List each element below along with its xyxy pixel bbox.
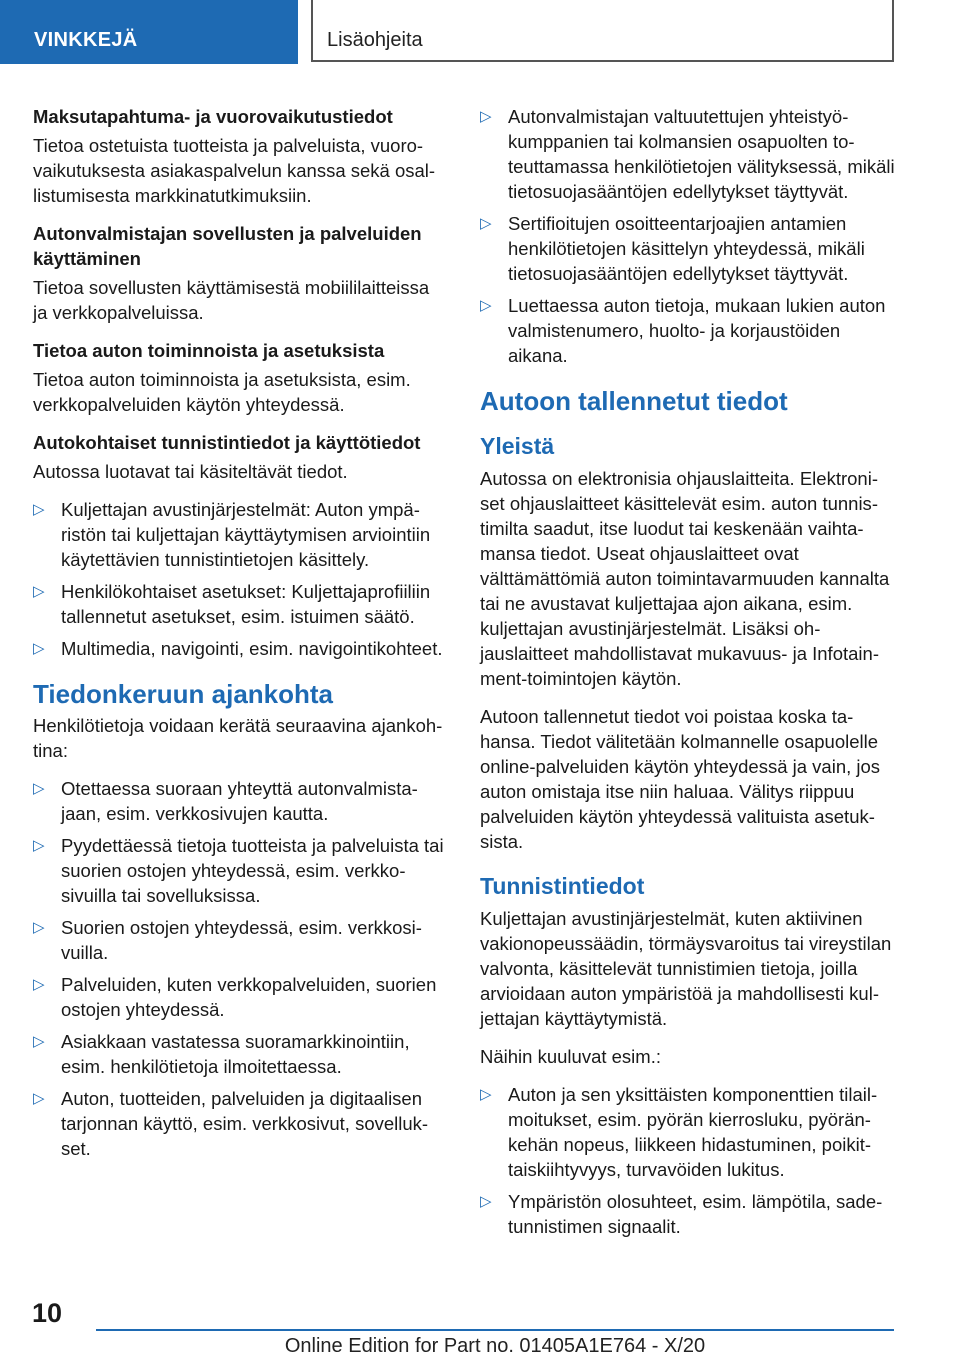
- list-item: ▷ Kuljettajan avustinjärjestelmät: Auton ympäristön tai kuljettajan käyttäytymisen arviointiin käytettävien tunnistintietojen käsittely.: [33, 499, 431, 570]
- para-sensor-1: Kuljettajan avustinjärjestelmät, kuten aktiivinen vakionopeussäädin, törmäysvaroitus tai vireystilan valvonta, käsittelevät tunnistimien tietoja, joilla arvioidaan auton ympäristöä ja mahdollisesti kuljettajan käyttäytymistä.: [480, 908, 892, 1029]
- para-functions: Tietoa auton toiminnoista ja asetuksista, esim. verkkopalveluiden käytön yhteydessä.: [33, 369, 411, 415]
- list-item: ▷ Henkilökohtaiset asetukset: Kuljettajaprofiiliin tallennetut asetukset, esim. istuimen säätö.: [33, 581, 431, 627]
- page-number: 10: [32, 1298, 63, 1328]
- heading-vehicle-data: Autokohtaiset tunnistintiedot ja käyttötiedot: [33, 432, 421, 453]
- list-item: ▷ Multimedia, navigointi, esim. navigointikohteet.: [33, 638, 443, 659]
- para-vehicle-data: Autossa luotavat tai käsiteltävät tiedot.: [33, 461, 348, 482]
- header-section-tab: [0, 0, 298, 64]
- left-column: [33, 104, 448, 1174]
- list-item: ▷ Ympäristön olosuhteet, esim. lämpötila, sadetunnistimen signaalit.: [480, 1191, 883, 1237]
- list-item: ▷ Pyydettäessä tietoja tuotteista ja palveluista tai suorien ostojen yhteydessä, esim. verkkosivuilla tai sovelluksissa.: [33, 835, 444, 906]
- triangle-right-icon: ▷: [480, 215, 492, 232]
- para-timing: Henkilötietoja voidaan kerätä seuraavina ajankohtina:: [33, 715, 443, 761]
- list-item: ▷ Auton, tuotteiden, palveluiden ja digitaalisen tarjonnan käyttö, esim. verkkosivut, sovellukset.: [33, 1088, 429, 1159]
- list-item: ▷ Asiakkaan vastatessa suoramarkkinointiin, esim. henkilötietoja ilmoitettaessa.: [33, 1031, 410, 1077]
- triangle-right-icon: ▷: [480, 1193, 492, 1210]
- list-item: ▷ Suorien ostojen yhteydessä, esim. verkkosivuilla.: [33, 917, 422, 963]
- sensor-list: [480, 1082, 896, 1239]
- triangle-right-icon: ▷: [480, 1086, 492, 1103]
- list-item: ▷ Sertifioitujen osoitteentarjoajien antamien henkilötietojen käsittelyn yhteydessä, mikäli tietosuojasääntöjen edellytykset täyttyvät.: [480, 213, 865, 284]
- heading-stored-data: Autoon tallennetut tiedot: [480, 386, 788, 416]
- triangle-right-icon: ▷: [33, 780, 45, 797]
- triangle-right-icon: ▷: [33, 1033, 45, 1050]
- header-subsection-label: Lisäohjeita: [327, 29, 423, 51]
- continued-list: [480, 104, 896, 368]
- vehicle-data-list: [33, 497, 448, 661]
- header-subsection-box: [311, 0, 894, 62]
- triangle-right-icon: ▷: [480, 108, 492, 125]
- triangle-right-icon: ▷: [33, 919, 45, 936]
- para-general-2: Autoon tallennetut tiedot voi poistaa koska tahansa. Tiedot välitetään kolmannelle osapuolelle online-palveluiden käytön yhteydessä ja vain, jos auton omistaja itse niin haluaa. Välitys riippuu palveluiden käytön yhteydessä valituista asetuksista.: [480, 706, 881, 852]
- list-item: ▷ Palveluiden, kuten verkkopalveluiden, suorien ostojen yhteydessä.: [33, 974, 437, 1020]
- right-column: [480, 104, 896, 1252]
- list-item: ▷ Luettaessa auton tietoja, mukaan lukien auton valmistenumero, huolto- ja korjaustöiden aikana.: [480, 295, 886, 366]
- para-apps: Tietoa sovellusten käyttämisestä mobiililaitteissa ja verkkopalveluissa.: [33, 277, 430, 323]
- list-item: ▷ Autonvalmistajan valtuutettujen yhteistyökumppanien tai kolmansien osapuolten toteuttamassa henkilötietojen välityksessä, mikäli tietosuojasääntöjen edellytykset täyttyvät.: [480, 106, 895, 202]
- para-sensor-2: Näihin kuuluvat esim.:: [480, 1046, 661, 1067]
- list-item: ▷ Otettaessa suoraan yhteyttä autonvalmistajaan, esim. verkkosivujen kautta.: [33, 778, 418, 824]
- heading-payment: Maksutapahtuma- ja vuorovaikutustiedot: [33, 106, 393, 127]
- heading-timing: Tiedonkeruun ajankohta: [33, 679, 334, 709]
- heading-functions: Tietoa auton toiminnoista ja asetuksista: [33, 340, 385, 361]
- timing-list: [33, 776, 448, 1161]
- para-payment: Tietoa ostetuista tuotteista ja palveluista, vuorovaikutuksesta asiakaspalvelun kanssa sekä osallistumisesta markkinatutkimuksiin.: [33, 135, 436, 206]
- triangle-right-icon: ▷: [33, 976, 45, 993]
- list-item: ▷ Auton ja sen yksittäisten komponenttien tilailmoitukset, esim. pyörän kierrosluku, pyöränkehän nopeus, liikkeen hidastuminen, poikittaiskiihtyvyys, turvavöiden lukitus.: [480, 1084, 878, 1180]
- header-section-label: VINKKEJÄ: [34, 29, 138, 51]
- para-general-1: Autossa on elektronisia ohjauslaitteita. Elektroniset ohjauslaitteet käsittelevät esim. auton tunnistimilta saadut, itse luodut tai keskenään vaihtamansa tiedot. Useat ohjauslaitteet ovat välttämättömiä auton toimintavarmuuden kannalta tai ne avustavat kuljettajaa ajon aikana, esim. kuljettajan avustinjärjestelmät. Lisäksi ohjauslaitteet mahdollistavat mukavuus- ja Infotainment-toimintojen käytön.: [480, 468, 890, 689]
- triangle-right-icon: ▷: [33, 583, 45, 600]
- triangle-right-icon: ▷: [33, 501, 45, 518]
- heading-sensor-data: Tunnistintiedot: [480, 873, 645, 899]
- triangle-right-icon: ▷: [33, 1090, 45, 1107]
- triangle-right-icon: ▷: [33, 640, 45, 657]
- footer-edition: Online Edition for Part no. 01405A1E764 - X/20: [284, 1335, 706, 1357]
- heading-apps: Autonvalmistajan sovellusten ja palveluiden käyttäminen: [33, 223, 422, 269]
- triangle-right-icon: ▷: [480, 297, 492, 314]
- triangle-right-icon: ▷: [33, 837, 45, 854]
- heading-general: Yleistä: [480, 433, 555, 459]
